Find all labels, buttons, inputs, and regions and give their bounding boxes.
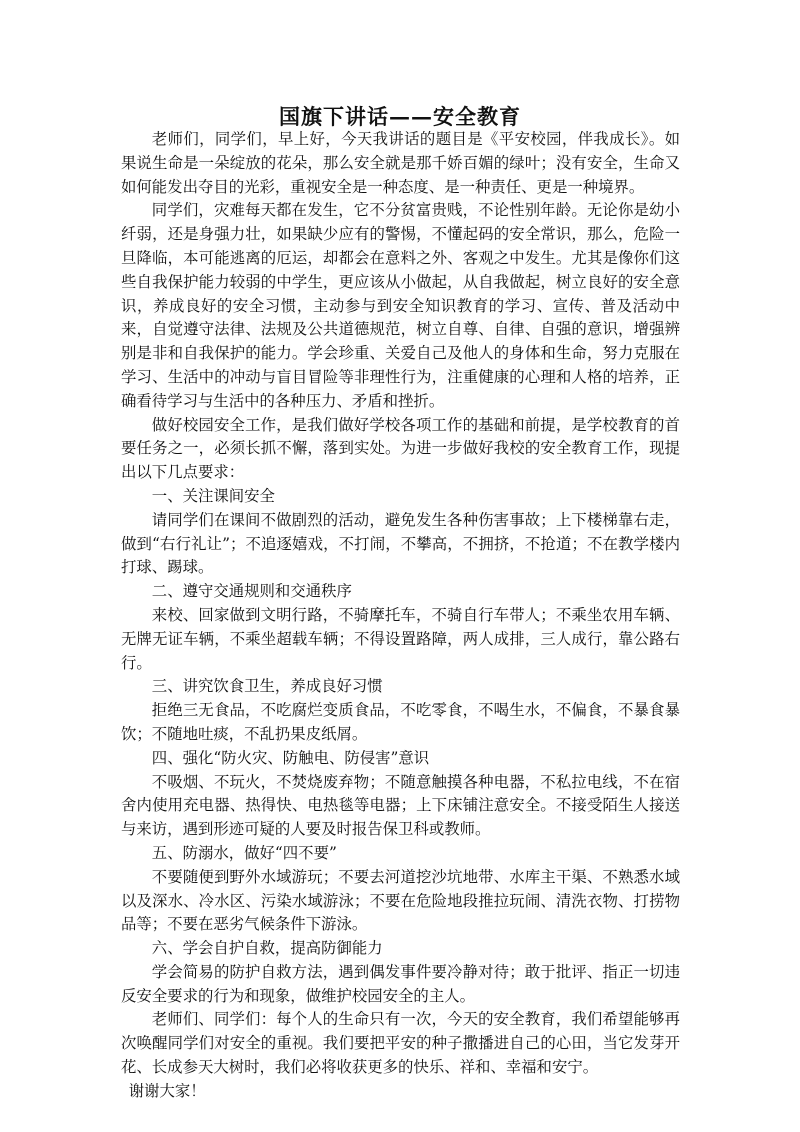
section-heading: 六、学会自护自救，提高防御能力: [151, 939, 383, 958]
section-text: 请同学们在课间不做剧烈的活动，避免发生各种伤害事故；上下楼梯靠右走，做到“右行礼让”；不追逐嬉戏，不打闹，不攀高，不拥挤，不抢道；不在教学楼内打球、踢球。: [121, 510, 680, 577]
body-paragraph: 做好校园安全工作，是我们做好学校各项工作的基础和前提，是学校教育的首要任务之一，必须长抓不懈，落到实处。为进一步做好我校的安全教育工作，现提出以下几点要求：: [121, 415, 680, 482]
section-text: 学会简易的防护自救方法，遇到偶发事件要冷静对待；敢于批评、指正一切违反安全要求的行为和现象，做维护校园安全的主人。: [121, 962, 680, 1005]
document-title: 国旗下讲话——安全教育: [279, 104, 521, 129]
body-paragraph: 同学们，灾难每天都在发生，它不分贫富贵贱，不论性别年龄。无论你是幼小纤弱，还是身强力壮，如果缺少应有的警惕，不懂起码的安全常识，那么，危险一旦降临，本可能逃离的厄运，却都会在意料之外、客观之中发生。尤其是像你们这些自我保护能力较弱的中学生，更应该从小做起，从自我做起，树立良好的安全意识，养成良好的安全习惯，主动参与到安全知识教育的学习、宣传、普及活动中来，自觉遵守法律、法规及公共道德规范，树立自尊、自律、自强的意识，增强辨别是非和自我保护的能力。学会珍重、关爱自己及他人的身体和生命，努力克服在学习、生活中的冲动与盲目冒险等非理性行为，注重健康的心理和人格的培养，正确看待学习与生活中的各种压力、矛盾和挫折。: [121, 201, 680, 410]
section-text: 不吸烟、不玩火，不焚烧废弃物；不随意触摸各种电器，不私拉电线，不在宿舍内使用充电器、热得快、电热毯等电器；上下床铺注意安全。不接受陌生人接送与来访，遇到形迹可疑的人要及时报告保卫科或教师。: [121, 772, 680, 839]
section-heading: 二、遵守交通规则和交通秩序: [151, 582, 352, 601]
section-heading: 一、关注课间安全: [151, 486, 275, 505]
intro-paragraph: 老师们，同学们，早上好，今天我讲话的题目是《平安校园，伴我成长》。如果说生命是一朵绽放的花朵，那么安全就是那千娇百媚的绿叶；没有安全，生命又如何能发出夺目的光彩，重视安全是一种态度、是一种责任、更是一种境界。: [121, 130, 680, 196]
section-heading: 三、讲究饮食卫生，养成良好习惯: [151, 677, 383, 696]
section-heading: 四、强化“防火灾、防触电、防侵害”意识: [151, 748, 430, 767]
closing-line: 谢谢大家！: [128, 1081, 206, 1100]
section-text: 不要随便到野外水域游玩；不要去河道挖沙坑地带、水库主干渠、不熟悉水域以及深水、冷水区、污染水域游泳；不要在危险地段推拉玩闹、清洗衣物、打捞物品等；不要在恶劣气候条件下游泳。: [121, 867, 680, 934]
section-text: 拒绝三无食品，不吃腐烂变质食品，不吃零食，不喝生水，不偏食，不暴食暴饮；不随地吐痰，不乱扔果皮纸屑。: [121, 701, 680, 743]
document-body: [121, 128, 680, 1104]
section-text: 来校、回家做到文明行路，不骑摩托车，不骑自行车带人；不乘坐农用车辆、无牌无证车辆，不乘坐超载车辆；不得设置路障，两人成排，三人成行，靠公路右行。: [121, 605, 680, 672]
section-heading: 五、防溺水，做好“四不要”: [151, 843, 337, 862]
conclusion-paragraph: 老师们、同学们：每个人的生命只有一次，今天的安全教育，我们希望能够再次唤醒同学们对安全的重视。我们要把平安的种子撒播进自己的心田，当它发芽开花、长成参天大树时，我们必将收获更多的快乐、祥和、幸福和安宁。: [121, 1010, 680, 1077]
